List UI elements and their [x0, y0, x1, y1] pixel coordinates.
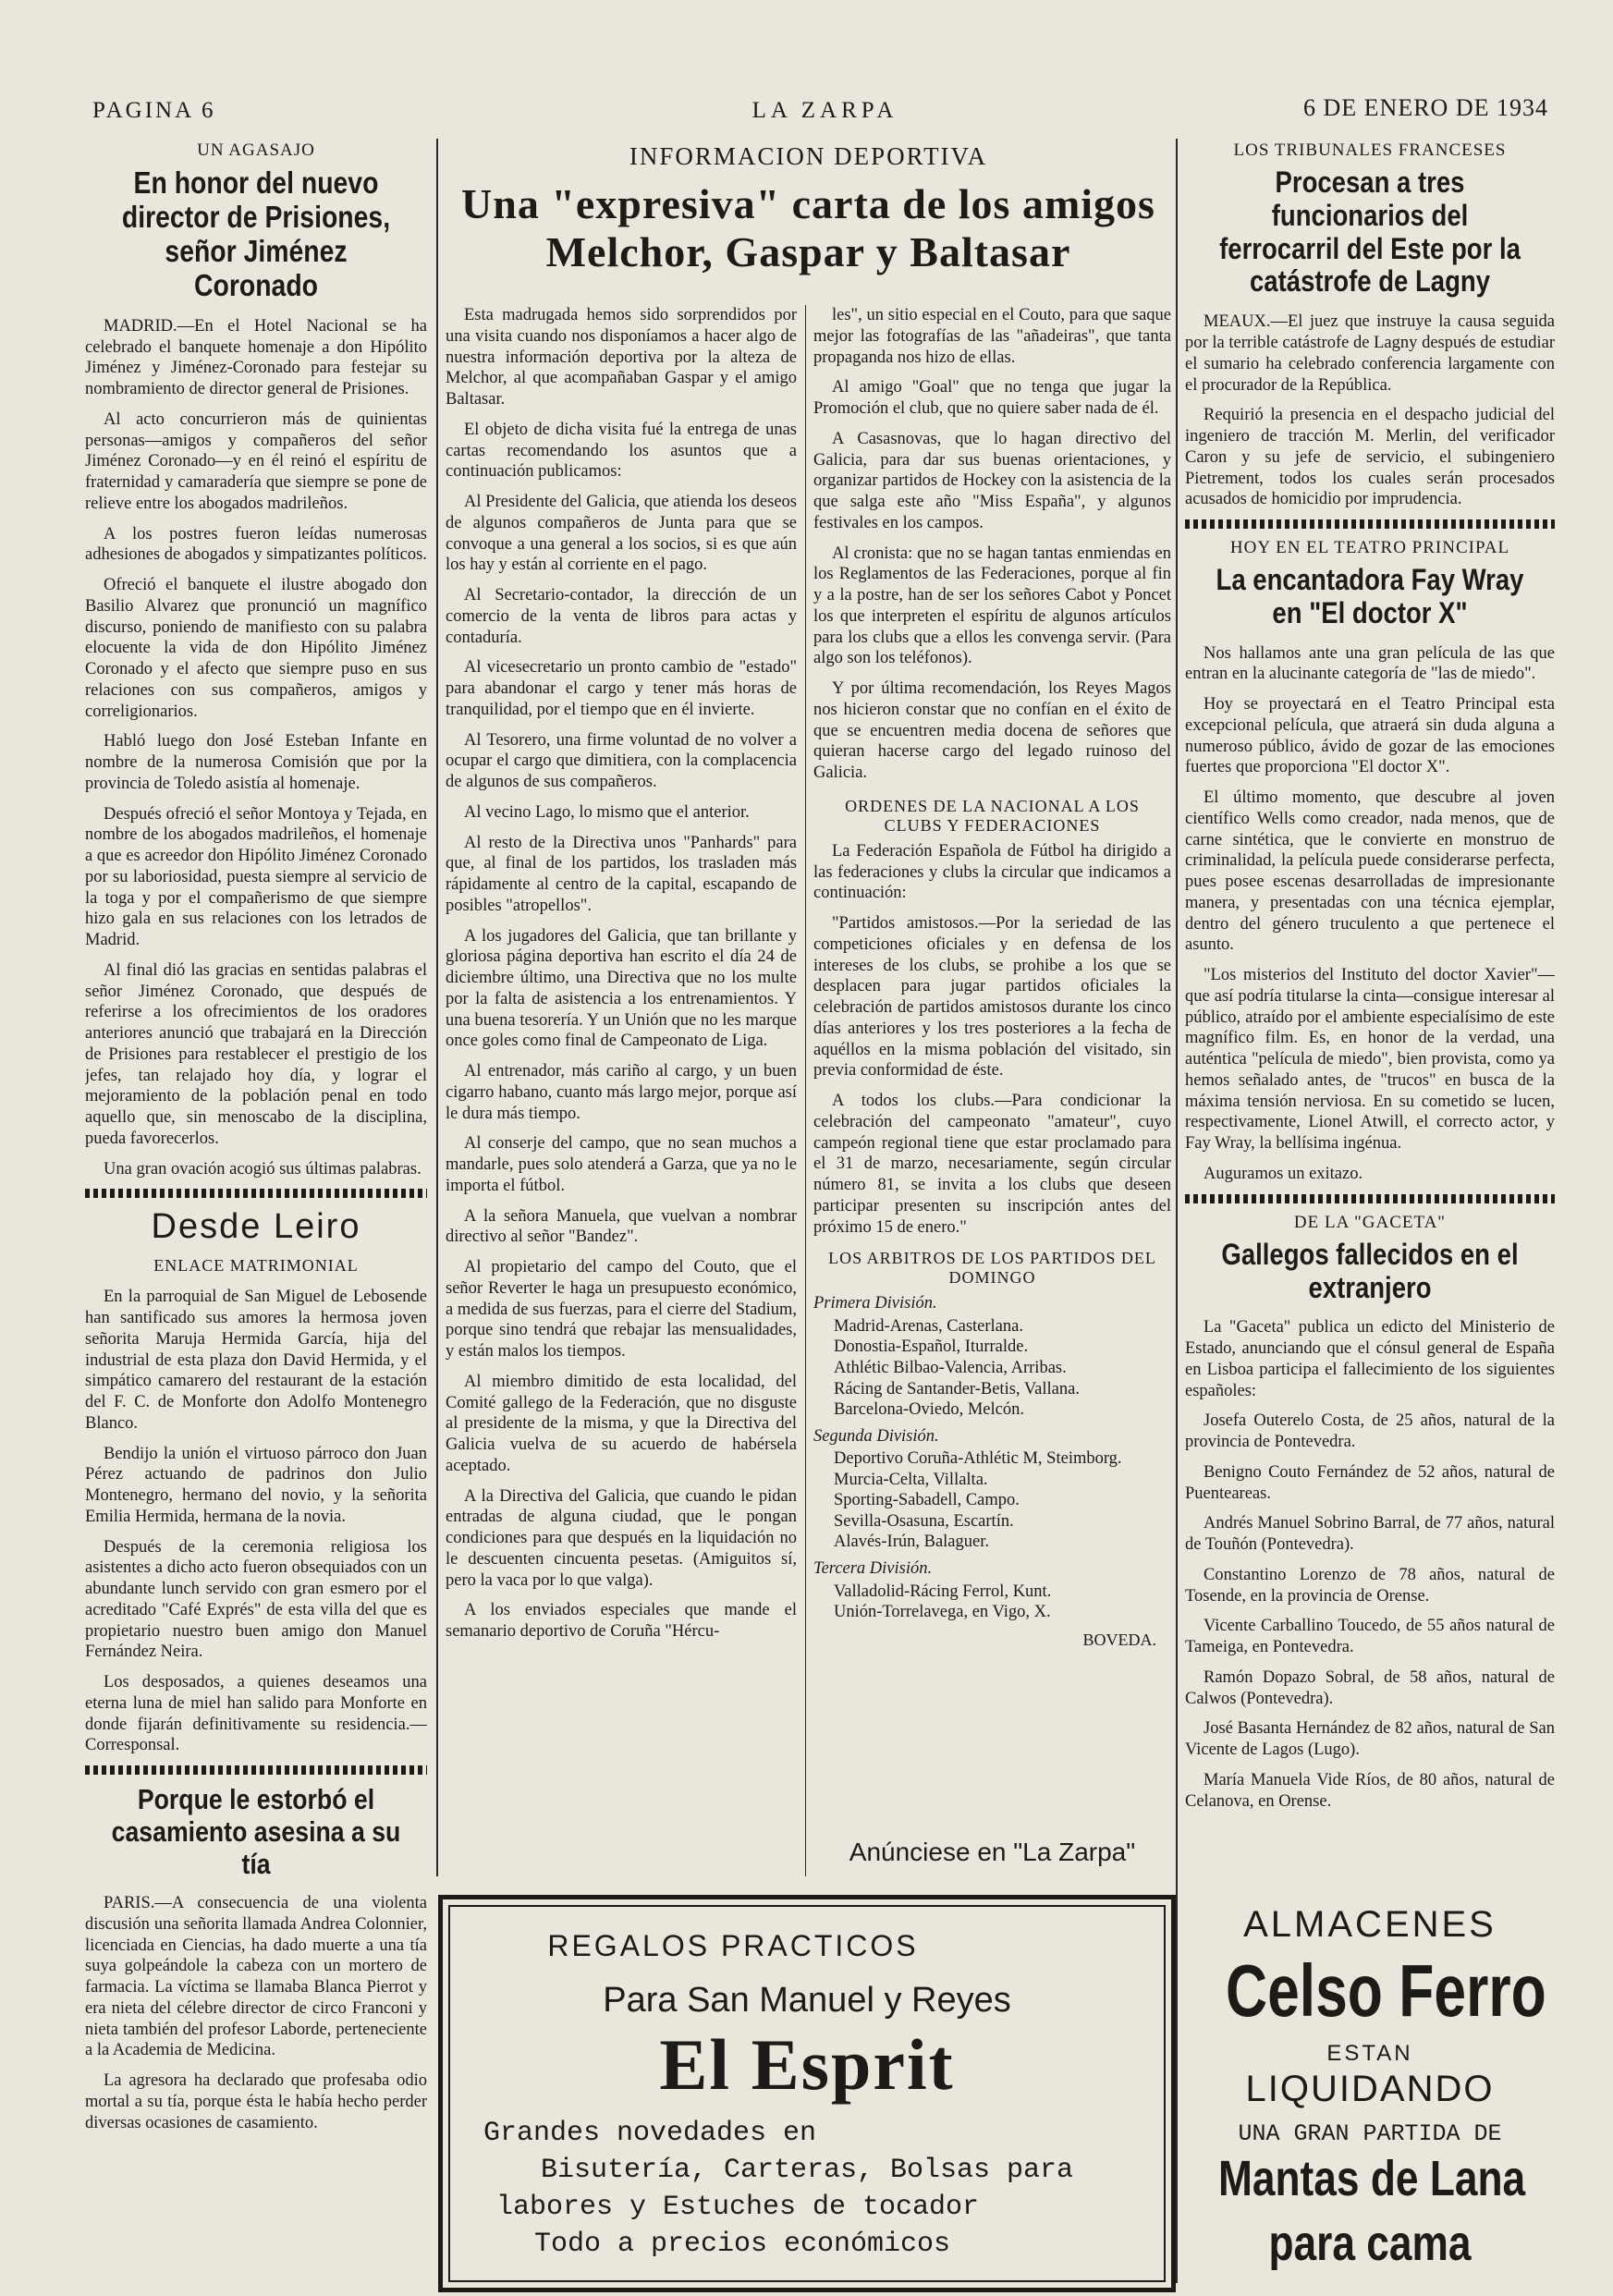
column-rule: [436, 139, 438, 1876]
division-label: Primera División.: [813, 1294, 937, 1313]
column-rule: [805, 305, 806, 1876]
paragraph: A los jugadores del Galicia, que tan brillante y gloriosa página deportiva han escrito el día 24 de diciembre último, una Directiva que no los multe por la falta de asistencia a los entrenamientos. Y una buena tesorería. Y un Unión que no les marque once goles como final de Campeonato de Liga.: [446, 926, 797, 1051]
headline-paris: Porque le estorbó el casamiento asesina a su tía: [111, 1783, 401, 1880]
paragraph: Hoy se proyectará en el Teatro Principal esta excepcional película, que atraerá sin duda alguna a numeroso público, ávido de gozar de las emociones fuertes que proporciona "El doctor X".: [1185, 695, 1555, 777]
ad-line: Celso Ferro: [1226, 1949, 1546, 2032]
ad-line: Todo a precios económicos: [533, 2229, 951, 2260]
list-item: Rácing de Santander-Betis, Vallana.: [834, 1379, 1080, 1398]
paragraph: A los postres fueron leídas numerosas adhesiones de abogados y simpatizantes políticos.: [85, 524, 427, 565]
divider: [1185, 519, 1555, 529]
ad-line: Grandes novedades en: [483, 2118, 817, 2149]
paragraph: Bendijo la unión el virtuoso párroco don Juan Pérez actuando de padrinos don Julio Montenegro, hermano del novio, y la señorita Emilia Hermida, hermana de la novia.: [85, 1444, 427, 1526]
paragraph: El último momento, que descubre al joven científico Wells como creador, nada menos, que de carne sintética, que le convierte en monstruo de criminalidad, la película puede considerarse perfecta, pues posee escenas desarrolladas de impresionante manera, y presentadas con una técnica ejemplar, dentro del género truculento a que pertenece el asunto.: [1185, 788, 1555, 955]
paragraph: Al cronista: que no se hagan tantas enmiendas en los Reglamentos de las Federaciones, porque al fin y a la postre, han de ser los señores Cabot y Poncet los que interpreten el espíritu de algunos artículos para los clubs que a ellos les convenga servir. (Para algo son los teléfonos).: [813, 543, 1171, 668]
paragraph: MEAUX.—El juez que instruye la causa seguida por la terrible catástrofe de Lagny después de estudiar el sumario ha celebrado conferencia largamente con el procurador de la República.: [1185, 312, 1555, 395]
list-item: Valladolid-Rácing Ferrol, Kunt.: [834, 1582, 1052, 1601]
paragraph: Requirió la presencia en el despacho judicial del ingeniero de tracción M. Merlin, del verificador Caron y su jefe de servicio, el subingeniero Pietrement, todos los cuales serán procesados acusados de homicidio por imprudencia.: [1185, 406, 1555, 509]
paragraph: Andrés Manuel Sobrino Barral, de 77 años, natural de Touñón (Pontevedra).: [1185, 1514, 1555, 1555]
sports-left-column: [446, 305, 797, 1652]
ad-line: REGALOS PRACTICOS: [547, 1929, 919, 1962]
article-leiro: [85, 1287, 427, 1756]
headline-prisiones: En honor del nuevo director de Prisiones, señor Jiménez Coronado: [121, 165, 391, 302]
paragraph: PARIS.—A consecuencia de una violenta discusión una señorita llamada Andrea Colonnier, licenciada en Ciencias, ha dado muerte a una tía suya golpeándole la cabeza con un mortero de farmacia. La víctima se llamaba Blanca Pierrot y era nieta del célebre director de circo Franconi y nieta también del profesor Laborde, perteneciente a la Academia de Medicina.: [85, 1894, 427, 2060]
ad-line: Bisutería, Carteras, Bolsas para: [540, 2155, 1074, 2186]
paragraph: Una gran ovación acogió sus últimas palabras.: [104, 1159, 422, 1179]
paragraph: Habló luego don José Esteban Infante en nombre de la numerosa Comisión que por la provincia de Toledo asistía al homenaje.: [85, 732, 427, 793]
list-item: Sporting-Sabadell, Campo.: [834, 1491, 1020, 1510]
paragraph: les", un sitio especial en el Couto, para que saque mejor las fotografías de las "añadeiras", que tanta propaganda nos hizo de ellas.: [813, 306, 1171, 367]
paragraph: Ofreció el banquete el ilustre abogado don Basilio Alvarez que pronunció un magnífico discurso, poniendo de manifiesto con su palabra elocuente la vida de don Hipólito Jiménez Coronado y el afecto que siempre puso en sus relaciones con sus compañeros, amigos y correligionarios.: [85, 576, 427, 721]
paragraph: La "Gaceta" publica un edicto del Ministerio de Estado, anunciando que el cónsul general de España en Lisboa participa el fallecimiento de los siguientes españoles:: [1185, 1318, 1555, 1400]
paragraph: A la Directiva del Galicia, que cuando le pidan entradas de alguna ciudad, que le pongan condiciones para que después en la liquidación no le descuenten cincuenta pesetas. (Amiguitos sí, pero la vaca por lo que valga).: [446, 1486, 797, 1590]
kicker-ordenes: ORDENES DE LA NACIONAL A LOS CLUBS Y FEDERACIONES: [845, 796, 1140, 835]
paragraph: A todos los clubs.—Para condicionar la celebración del campeonato "amateur", cuyo campeón regional tiene que estar proclamado para el 31 de marzo, necesariamente, según circular número 81, se invita a los clubs que deseen participar presenten su inscripción antes del próximo 15 de enero.": [813, 1092, 1171, 1237]
paragraph: En la parroquial de San Miguel de Lebosende han santificado sus amores la hermosa joven señorita Maruja Hermida García, hija del industrial de esta plaza don David Hermida, y el simpático camarero del restaurant de la estación del F. C. de Monforte don Adolfo Montenegro Blanco.: [85, 1288, 427, 1433]
referees-list: [813, 1293, 1171, 1622]
signature: BOVEDA.: [1082, 1630, 1156, 1649]
paragraph: Al resto de la Directiva unos "Panhards" para que, al final de los partidos, los trasladen más rápidamente al centro de la capital, escapando de posibles "atropellos".: [446, 833, 797, 915]
list-item: Athlétic Bilbao-Valencia, Arribas.: [834, 1358, 1067, 1377]
ad-line: ESTAN: [1326, 2041, 1413, 2066]
paragraph: Al Secretario-contador, la dirección de un comercio de la venta de libros para actas y contaduría.: [446, 586, 797, 647]
masthead: [83, 89, 1567, 122]
ad-line: UNA GRAN PARTIDA DE: [1238, 2120, 1502, 2147]
paragraph: "Partidos amistosos.—Por la seriedad de las competiciones oficiales y en defensa de los intereses de los clubs, se prohibe a los que se desplacen para jugar partidos oficiales la celebración de partidos amistosos durante los cinco días anteriores y los tres posteriores a la fecha de aquéllos en la misma población del visitado, sin previa conformidad de éste.: [813, 914, 1171, 1081]
headline-gallegos: Gallegos fallecidos en el extranjero: [1221, 1237, 1519, 1304]
list-item: Unión-Torrelavega, en Vigo, X.: [834, 1603, 1051, 1622]
paragraph: La Federación Española de Fútbol ha dirigido a las federaciones y clubs la circular que indicamos a continuación:: [813, 841, 1171, 903]
paragraph: Al miembro dimitido de esta localidad, del Comité gallego de la Federación, que no disguste al presidente de la misma, y que la Directiva del Galicia vuelva de su acuerdo de habérsela aceptado.: [446, 1372, 797, 1475]
paragraph: Al vecino Lago, lo mismo que el anterior.: [464, 802, 750, 822]
list-item: Sevilla-Osasuna, Escartín.: [834, 1511, 1014, 1531]
issue-date: 6 DE ENERO DE 1934: [1303, 94, 1548, 121]
list-item: Deportivo Coruña-Athlétic M, Steimborg.: [834, 1449, 1122, 1469]
kicker-arbitros: LOS ARBITROS DE LOS PARTIDOS DEL DOMINGO: [828, 1249, 1156, 1288]
paragraph: Nos hallamos ante una gran película de las que entran en la alucinante categoría de "las de miedo".: [1185, 643, 1555, 684]
paragraph: Los desposados, a quienes deseamos una eterna luna de miel han salido para Monforte en donde fijarán definitivamente su residencia.—Corresponsal.: [85, 1673, 427, 1755]
paragraph: Al acto concurrieron más de quinientas personas—amigos y compañeros del señor Jiménez Coronado—y en él reinó el espíritu de fraternidad y camaradería que siempre se pone de relieve entre los abogados madrileños.: [85, 409, 427, 513]
paragraph: Auguramos un exitazo.: [1204, 1164, 1363, 1183]
paragraph: Al vicesecretario un pronto cambio de "estado" para abandonar el cargo y tener más horas de tranquilidad, por el tiempo que en él invierte.: [446, 658, 797, 719]
paragraph: "Los misterios del Instituto del doctor Xavier"—que así podría titularse la cinta—consigue interesar al público, atraído por el ambiente especialísimo de este magnífico film. Es, en honor de la verdad, una auténtica "película de miedo", bien provista, como ya hemos señalado antes, de "trucos" en busca de la máxima tensión nerviosa. En su cometido se lucen, respectivamente, Lionel Atwill, el correcto actor, y Fay Wray, la bellísima ingénua.: [1185, 966, 1555, 1154]
kicker-teatro: HOY EN EL TEATRO PRINCIPAL: [1229, 538, 1510, 558]
paragraph: A la señora Manuela, que vuelvan a nombrar directivo al señor "Bandez".: [446, 1206, 797, 1247]
paragraph: Al propietario del campo del Couto, que el señor Reverter le haga un presupuesto económico, a medida de sus fuerzas, para el cierre del Stadium, porque sino tendrá que rebajar las mensualidades, y están malos los tiempos.: [446, 1258, 797, 1361]
paragraph: Ramón Dopazo Sobral, de 58 años, natural de Calwos (Pontevedra).: [1185, 1667, 1555, 1708]
paragraph: Después de la ceremonia religiosa los asistentes a dicho acto fueron obsequiados con un abundante lunch servido con gran esmero por el acreditado "Café Exprés" de esta villa del que es propietario nuestro buen amigo don Manuel Fernández Neira.: [85, 1537, 427, 1662]
paragraph: Al amigo "Goal" que no tenga que jugar la Promoción el club, que no quiere saber nada de él.: [813, 378, 1171, 418]
paragraph: Esta madrugada hemos sido sorprendidos por una visita cuando nos disponíamos a hacer algo de nuestra información deportiva por la alteza de Melchor, al que acompañaban Gaspar y el amigo Baltasar.: [446, 306, 797, 409]
article-prisiones: [85, 316, 427, 1180]
paragraph: María Manuela Vide Ríos, de 80 años, natural de Celanova, en Orense.: [1185, 1770, 1555, 1811]
paragraph: MADRID.—En el Hotel Nacional se ha celebrado el banquete homenaje a don Hipólito Jiménez y Jiménez-Coronado para festejar su nombramiento de director general de Prisiones.: [85, 316, 427, 399]
section-deportiva: INFORMACION DEPORTIVA: [629, 142, 988, 170]
kicker-agasajo: UN AGASAJO: [197, 140, 315, 160]
divider: [1185, 1194, 1555, 1203]
ad-line: labores y Estuches de tocador: [495, 2192, 980, 2223]
paragraph: Vicente Carballino Toucedo, de 55 años natural de Tameiga, en Pontevedra.: [1185, 1617, 1555, 1657]
column-right: [1185, 139, 1555, 1895]
list-item: Barcelona-Oviedo, Melcón.: [834, 1400, 1024, 1420]
paragraph: A Casasnovas, que lo hagan directivo del Galicia, para dar sus buenas orientaciones, y organizar partidos de Hockey con la asistencia de la que salga este año "Miss España", y algunos festivales en los campos.: [813, 429, 1171, 532]
ad-el-esprit: [438, 1895, 1176, 2292]
paragraph: A los enviados especiales que mande el semanario deportivo de Coruña "Hércu-: [446, 1601, 797, 1641]
ad-line: Para San Manuel y Reyes: [603, 1981, 1011, 2020]
division-label: Segunda División.: [813, 1426, 939, 1446]
paragraph: Y por última recomendación, los Reyes Magos nos hicieron constar que no confían en el éxito de que se encuentren media docena de señores que quieran hacerse cargo del legado ruinoso del Galicia.: [813, 679, 1171, 782]
paragraph: Al entrenador, más cariño al cargo, y un buen cigarro habano, cuanto más largo mejor, porque así le dura más tiempo.: [446, 1062, 797, 1123]
paragraph: Después ofreció el señor Montoya y Tejada, en nombre de los abogados madrileños, el homenaje a que es acreedor don Hipólito Jiménez Coronado por su laboriosidad, puesta siempre al servicio de la toga y por el compañerismo de que siempre hizo gala en sus relaciones con los letrados de Madrid.: [85, 804, 427, 950]
subhead-enlace: ENLACE MATRIMONIAL: [153, 1256, 359, 1276]
ad-inner-border: [448, 1905, 1166, 2282]
paragraph: Al final dió las gracias en sentidas palabras el señor Jiménez Coronado, que después de referirse a los ofrecimientos de los oradores anteriores anunció que trabajará en la Dirección de Prisiones para restablecer el prestigio de los jefes, tan relajado hoy día, y lograr el mejoramiento de la población penal en todo aquello que, sin menoscabo de la disciplina, pueda favorecerlos.: [85, 960, 427, 1148]
headline-reyes: Una "expresiva" carta de los amigos Melchor, Gaspar y Baltasar: [461, 180, 1155, 275]
headline-fay-wray: La encantadora Fay Wray en "El doctor X": [1216, 563, 1524, 629]
paragraph: Al Presidente del Galicia, que atienda los deseos de algunos compañeros de Junta para que se convoque a una general a los socios, si es que aún los hay y están al corriente en el pago.: [446, 493, 797, 575]
ad-line: LIQUIDANDO: [1245, 2069, 1495, 2109]
ad-line: El Esprit: [659, 2024, 955, 2105]
newspaper-title: LA ZARPA: [752, 98, 898, 123]
divider: [85, 1765, 427, 1775]
column-rule: [1176, 139, 1178, 2283]
column-sports: [446, 139, 1171, 1876]
page-number: PAGINA 6: [92, 98, 216, 123]
paragraph: El objeto de dicha visita fué la entrega de unas cartas recomendando los asuntos que a continuación publicamos:: [446, 420, 797, 482]
headline-leiro: Desde Leiro: [151, 1207, 361, 1247]
paragraph: Al conserje del campo, que no sean muchos a mandarle, pues solo atenderá a Garza, que ya no le importa el fútbol.: [446, 1134, 797, 1195]
list-item: Alavés-Irún, Balaguer.: [834, 1533, 989, 1552]
headline-lagny: Procesan a tres funcionarios del ferrocarril del Este por la catástrofe de Lagny: [1219, 165, 1521, 299]
paragraph: José Basanta Hernández de 82 años, natural de San Vicente de Lagos (Lugo).: [1185, 1719, 1555, 1760]
ad-celso-ferro: [1185, 1904, 1555, 2283]
promo-anunciese: Anúnciese en "La Zarpa": [849, 1838, 1136, 1866]
kicker-tribunales: LOS TRIBUNALES FRANCESES: [1233, 140, 1507, 160]
paragraph: Al Tesorero, una firme voluntad de no volver a ocupar el cargo que dimitiera, con la complacencia de algunos de sus compañeros.: [446, 730, 797, 791]
list-item: Murcia-Celta, Villalta.: [834, 1470, 988, 1489]
paragraph: La agresora ha declarado que profesaba odio mortal a su tía, porque ésta le había hecho perder diversas ocasiones de casamiento.: [85, 2071, 427, 2132]
ad-line: ALMACENES: [1243, 1904, 1497, 1945]
paragraph: Josefa Outerelo Costa, de 25 años, natural de la provincia de Pontevedra.: [1185, 1411, 1555, 1452]
kicker-gaceta: DE LA "GACETA": [1293, 1212, 1447, 1232]
list-item: Madrid-Arenas, Casterlana.: [834, 1316, 1023, 1336]
paragraph: Constantino Lorenzo de 78 años, natural de Tosende, en la provincia de Orense.: [1185, 1565, 1555, 1606]
ad-line: para cama: [1268, 2216, 1472, 2271]
list-item: Donostia-Español, Iturralde.: [834, 1337, 1029, 1357]
division-label: Tercera División.: [813, 1559, 933, 1578]
divider: [85, 1189, 427, 1198]
ad-line: Mantas de Lana: [1218, 2151, 1526, 2206]
paragraph: Benigno Couto Fernández de 52 años, natural de Puenteareas.: [1185, 1462, 1555, 1503]
sports-right-column: [813, 305, 1171, 1655]
